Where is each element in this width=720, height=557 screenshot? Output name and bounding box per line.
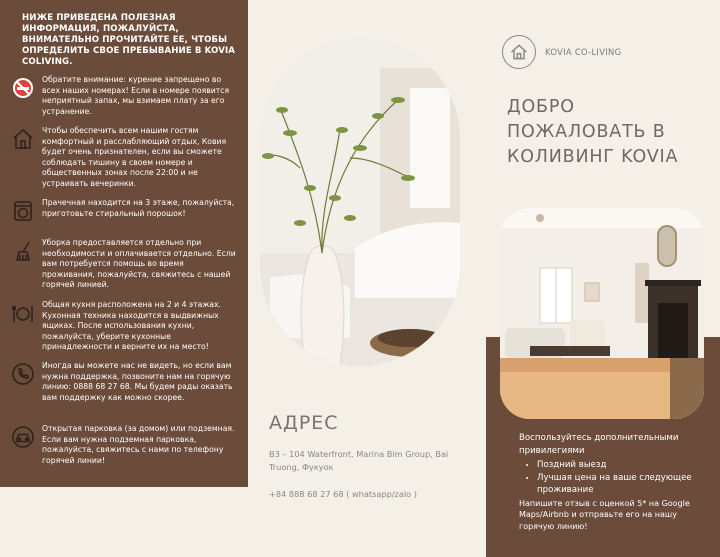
address-line: B3 – 104 Waterfront, Marina Bim Group, Bai Truong, Фукуок [269,449,449,472]
brand [502,35,621,69]
brand-name: KOVIA CO-LIVING [545,47,622,57]
house-logo-icon [502,35,536,69]
living-room-photo [500,208,704,419]
rule-text: Общая кухня расположена на 2 и 4 этажах. Кухонная техника находится в выдвижных ящиках. После использования кухни, пожалуйста, уберите кухонные принадлежности и верните их на место! [42,300,221,352]
rule-text: Обратите внимание: курение запрещено во всех наших номерах! Если в номере появится неприятный запах, мы взимаем плату за его устранение. [42,75,230,116]
no-smoking-icon [10,75,36,101]
rule-text: Иногда вы можете нас не видеть, но если вам нужна поддержка, позвоните нам на горячую линию: 0888 68 27 68. Мы будем рады оказать вам поддержку как можно скорее. [42,361,233,402]
kitchen-icon [10,300,36,326]
offers-list [519,459,709,497]
rule-text: Чтобы обеспечить всем нашим гостям комфортный и расслабляющий отдых, Ковия будет очень признателен, если вы сможете соблюдать тишину в своем номере и общественных зонах после 22:00 и не устраивать вечеринки. [42,126,227,188]
rule-text: Прачечная находится на 3 этаже, пожалуйста, приготовьте стиральный порошок! [42,198,235,218]
address-title: АДРЕС [269,412,339,434]
phone-number: +84 888 68 27 68 ( whatsapp/zalo ) [269,489,417,499]
rule-text: Открытая парковка (за домом) или подземная. Если вам нужна подземная парковка, пожалуйста, свяжитесь с нами по телефону горячей линии! [42,424,235,465]
house-icon [10,126,36,152]
vase-photo [260,38,460,366]
car-icon [10,424,36,450]
list-item: • Лучшая цена на ваше следующее проживание [537,472,709,497]
offers-title: Воспользуйтесь дополнительными привилегиями [519,433,679,456]
review-note: Напишите отзыв с оценкой 5* на Google Maps/Airbnb и отправьте его на нашу горячую линию! [519,498,690,531]
phone-icon [10,361,36,387]
rule-text: Уборка предоставляется отдельно при необходимости и оплачивается отдельно. Если вам потребуется помощь во время проживания, пожалуйста, свяжитесь с нашей горячей линией. [42,238,236,290]
cleaning-icon [10,238,36,264]
list-item: • Поздний выезд [537,459,709,472]
washing-machine-icon [10,198,36,224]
offers [519,432,709,532]
intro-text: НИЖЕ ПРИВЕДЕНА ПОЛЕЗНАЯ ИНФОРМАЦИЯ, ПОЖАЛУЙСТА, ВНИМАТЕЛЬНО ПРОЧИТАЙТЕ ЕЕ, ЧТОБЫ ОПРЕДЕЛИТЬ СВОЕ ПРЕБЫВАНИЕ В KOVIA COLIVING. [22,13,236,67]
welcome-heading: ДОБРО ПОЖАЛОВАТЬ В КОЛИВИНГ KOVIA [507,97,679,167]
